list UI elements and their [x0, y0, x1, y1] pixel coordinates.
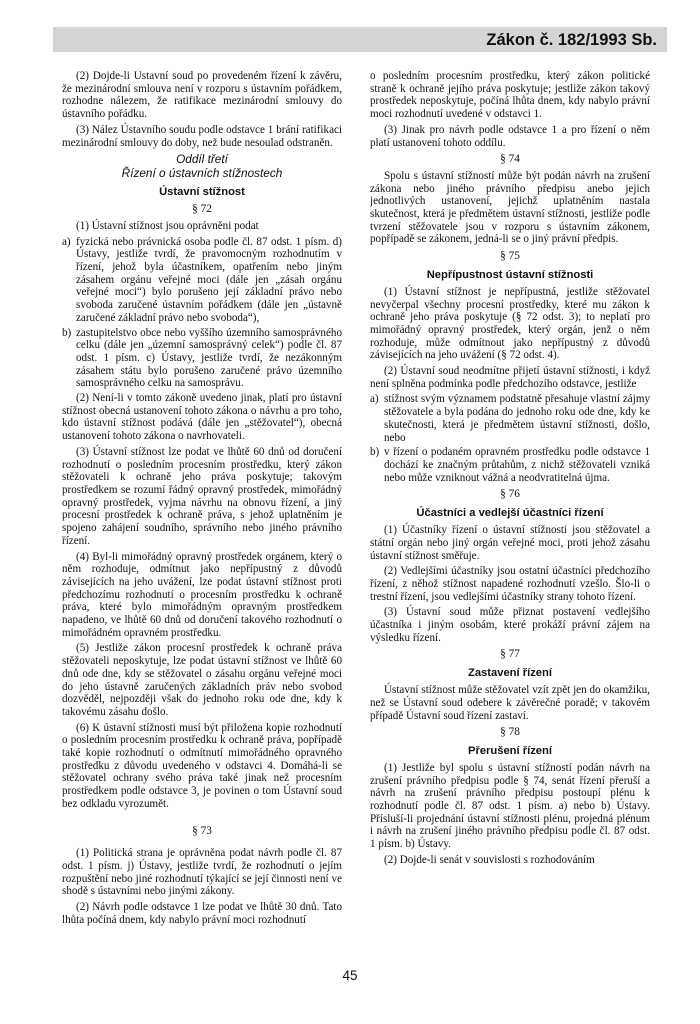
section-mark-78: § 78: [500, 726, 520, 739]
paragraph: (2) Návrh podle odstavce 1 lze podat ve lhůtě 30 dnů. Tato lhůta počíná dnem, kdy nabylo právní moci rozhodnutí: [62, 901, 342, 926]
list-item-a: [62, 236, 342, 325]
paragraph: (3) Ústavní stížnost lze podat ve lhůtě 60 dnů od doručení rozhodnutí o posledním procesním prostředku, který zákon stěžovateli k ochraně jeho práva poskytuje; takovým prostředkem se rozumí řádný opravný prostředek, mimořádný opravný prostředek, vyjma návrhu na obnovu řízení, a jiný procesní prostředek k ochraně práva, s jehož uplatněním je spojeno zahájení soudního, správního nebo jiného právního řízení.: [62, 445, 342, 547]
list-text: fyzická nebo právnická osoba podle čl. 87 odst. 1 písm. d) Ústavy, jestliže tvrdí, že pravomocným rozhodnutím v řízení, jehož byla účastníkem, opatřením nebo jiným zásahem orgánu veřejné moci (dále jen „zásah orgánu veřejné moci“) bylo porušeno její základní právo nebo svoboda zaručené ústavním pořádkem (dále jen „ústavně zaručené základní právo nebo svoboda“),: [76, 235, 342, 324]
paragraph: Spolu s ústavní stížností může být podán návrh na zrušení zákona nebo jiného právního předpisu anebo jejich jednotlivých ustanovení, jejichž uplatněním nastala skutečnost, která je předmětem ústavní stížnosti, jestliže podle tvrzení stěžovatele jsou v rozporu s ústavním zákonem, popřípadě se zákonem, jedná-li se o jiný právní předpis.: [370, 169, 650, 246]
division-heading: [62, 153, 342, 180]
paragraph: (2) Ústavní soud neodmítne přijetí ústavní stížnosti, i když není splněna podmínka podle předchozího odstavce, jestliže: [370, 365, 650, 390]
paragraph: (2) Dojde-li senát v souvislosti s rozhodováním: [384, 853, 595, 866]
paragraph: (2) Vedlejšími účastníky jsou ostatní účastníci předchozího řízení, z něhož stížnost napadené rozhodnutí vzešlo. Šlo-li o trestní řízení, jsou vedlejšími účastníky strany tohoto řízení.: [370, 565, 650, 603]
section-heading: Zastavení řízení: [468, 667, 552, 680]
list-marker: b): [370, 446, 380, 459]
paragraph: (3) Ústavní soud může přiznat postavení vedlejšího účastníka i jiným osobám, které prokáží právní zájem na výsledku řízení.: [370, 606, 650, 644]
paragraph: (5) Jestliže zákon procesní prostředek k ochraně práva stěžovateli neposkytuje, lze podat ústavní stížnost ve lhůtě 60 dnů ode dne, kdy se stěžovatel o zásahu orgánu veřejné moci do jeho ústavně zaručených základních práv nebo svobod dozvěděl, nejpozději však do jednoho roku ode dne, kdy k takovému zásahu došlo.: [62, 642, 342, 718]
paragraph: (1) Ústavní stížnost jsou oprávněni podat: [76, 219, 259, 232]
paragraph: (3) Nález Ústavního soudu podle odstavce 1 brání ratifikaci mezinárodní smlouvy do doby, než bude nesoulad odstraněn.: [62, 123, 342, 149]
section-mark-74: § 74: [500, 153, 520, 166]
paragraph: (1) Účastníky řízení o ústavní stížnosti jsou stěžovatel a státní orgán nebo jiný orgán veřejné moci, proti jehož zásahu ústavní stížnost směřuje.: [370, 524, 650, 562]
list-item-b: [370, 446, 650, 484]
paragraph: (3) Jinak pro návrh podle odstavce 1 a pro řízení o něm platí ustanovení tohoto oddílu.: [370, 123, 650, 149]
law-title: Zákon č. 182/1993 Sb.: [486, 31, 657, 49]
section-heading: Přerušení řízení: [468, 744, 552, 757]
section-mark-75: § 75: [500, 250, 520, 263]
section-mark-76: § 76: [500, 488, 520, 501]
division-number: Oddíl třetí: [176, 152, 228, 167]
running-header: [53, 27, 667, 52]
paragraph: (1) Ústavní stížnost je nepřípustná, jestliže stěžovatel nevyčerpal všechny procesní prostředky, které mu zákon k ochraně jeho práva poskytuje (§ 72 odst. 3); to neplatí pro mimořádný opravný prostředek, který orgán, jenž o něm rozhoduje, může odmítnout jako nepřípustný z důvodů závisejících na jeho uvážení (§ 72 odst. 4).: [370, 285, 650, 362]
section-mark-73: § 73: [192, 824, 212, 837]
list-marker: a): [370, 393, 379, 406]
paragraph: (4) Byl-li mimořádný opravný prostředek orgánem, který o něm rozhoduje, odmítnut jako nepřípustný z důvodů závisejících na jeho uvážení, lze podat ústavní stížnost proti předchozímu rozhodnutí o procesním prostředku k ochraně práva, které bylo mimořádným opravným prostředkem napadeno, ve lhůtě 60 dnů od doručení takového rozhodnutí o mimořádném opravném prostředku.: [62, 550, 342, 639]
paragraph: (2) Není-li v tomto zákoně uvedeno jinak, platí pro ústavní stížnost obecná ustanovení tohoto zákona o návrhu a pro toho, kdo ústavní stížnost podává (dále jen „stěžovatel“), obecná ustanovení tohoto zákona o navrhovateli.: [62, 392, 342, 443]
section-heading: Účastníci a vedlejší účastníci řízení: [416, 507, 604, 520]
section-heading: Nepřípustnost ústavní stížnosti: [426, 268, 594, 281]
paragraph-continued: o posledním procesním prostředku, který zákon politické straně k ochraně jejího práva poskytuje; jestliže zákon takový prostředek neposkytuje, počíná lhůta dnem, kdy nabylo právní moci rozhodnutí uvedené v odstavci 1.: [370, 70, 650, 121]
list-item-a: [370, 393, 650, 444]
list-marker: a): [62, 235, 71, 248]
section-heading: Ústavní stížnost: [159, 186, 245, 199]
section-mark-77: § 77: [500, 648, 520, 661]
left-column: [62, 70, 342, 960]
list-text: stížnost svým významem podstatně přesahuje vlastní zájmy stěžovatele a byla podána do jednoho roku ode dne, kdy ke skutečnosti, která je předmětem ústavní stížnosti, došlo, nebo: [384, 393, 650, 444]
list-text: v řízení o podaném opravném prostředku podle odstavce 1 dochází ke značným průtahům, z nichž stěžovateli vzniká nebo může vzniknout vážná a neodvratitelná újma.: [384, 446, 650, 484]
right-column: [370, 70, 650, 960]
paragraph: (1) Politická strana je oprávněna podat návrh podle čl. 87 odst. 1 písm. j) Ústavy, jestliže tvrdí, že rozhodnutí o jejím rozpuštění nebo jiné rozhodnutí týkající se její činnosti není ve shodě s ústavními nebo jinými zákony.: [62, 847, 342, 898]
paragraph: Ústavní stížnost může stěžovatel vzít zpět jen do okamžiku, než se Ústavní soud odebere k závěrečné poradě; v takovém případě Ústavní soud řízení zastaví.: [370, 684, 650, 722]
list-marker: b): [62, 326, 72, 339]
section-mark-72: § 72: [192, 203, 212, 216]
paragraph: (2) Dojde-li Ústavní soud po provedeném řízení k závěru, že mezinárodní smlouva není v rozporu s ústavním pořádkem, rozhodne nálezem, že ratifikace mezinárodní smlouvy do ústavního pořádku.: [62, 70, 342, 121]
paragraph: (1) Jestliže byl spolu s ústavní stížností podán návrh na zrušení právního předpisu podle § 74, senát řízení přeruší a návrh na zrušení právního předpisu postoupí plénu k rozhodnutí podle čl. 87 odst. 1 písm. a) nebo b) Ústavy. Přísluší-li projednání ústavní stížnosti plénu, projedná plénum i návrh na zrušení jiného právního předpisu podle čl. 87 odst. 1 písm. b) Ústavy.: [370, 761, 650, 851]
page-number: 45: [342, 968, 358, 983]
division-title: Řízení o ústavních stížnostech: [121, 165, 283, 180]
list-item-b: [62, 327, 342, 391]
paragraph: (6) K ústavní stížnosti musí být přiložena kopie rozhodnutí o posledním procesním prostředku k ochraně práva, popřípadě také kopie rozhodnutí o odmítnutí mimořádného opravného prostředku z důvodu uvedeného v odstavci 4. Domáhá-li se stěžovatel ochrany svého práva také jinak než procesním prostředkem podle odstavce 3, je povinen o tom Ústavní soud bez odkladu vyrozumět.: [62, 721, 342, 810]
list-text: zastupitelstvo obce nebo vyššího územního samosprávného celku (dále jen „územní samosprávný celek“) podle čl. 87 odst. 1 písm. c) Ústavy, jestliže tvrdí, že nezákonným zásahem státu bylo porušeno zaručené právo územního samosprávného celku na samosprávu.: [76, 326, 342, 390]
